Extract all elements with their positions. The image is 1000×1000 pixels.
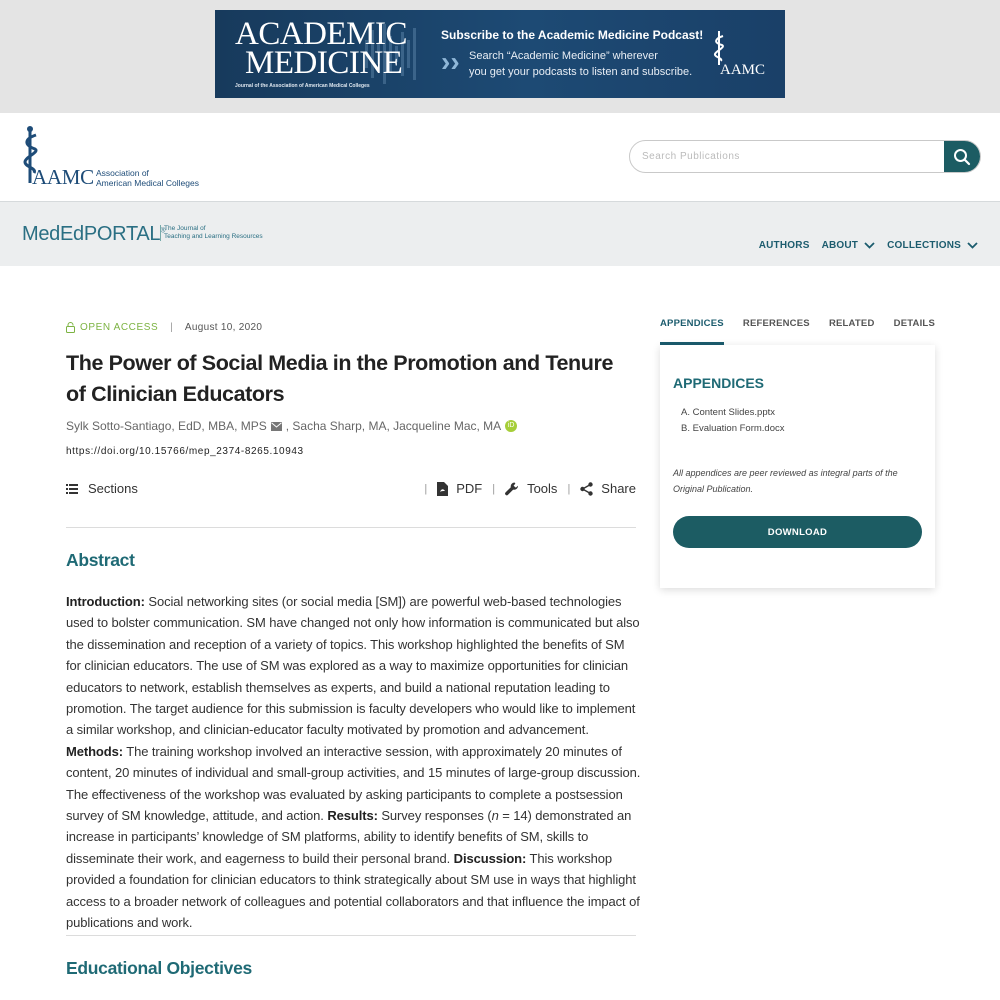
article-toolbar <box>66 481 636 503</box>
panel-title: APPENDICES <box>673 375 765 391</box>
meta-separator: | <box>170 322 173 333</box>
nav-item-about[interactable] <box>822 240 876 251</box>
author-list <box>66 419 517 433</box>
results-text-a: Survey responses ( <box>377 808 492 824</box>
logo-registered-mark: ® <box>160 227 166 235</box>
tab-details[interactable]: DETAILS <box>893 318 935 329</box>
ad-strip <box>0 0 1000 113</box>
ad-aamc-logo-text: AAMC <box>720 62 766 78</box>
ad-headline: Subscribe to the Academic Medicine Podcast! <box>441 28 704 42</box>
tools-button[interactable] <box>505 481 557 496</box>
envelope-icon[interactable] <box>271 422 282 431</box>
pdf-button[interactable] <box>437 481 482 496</box>
doi-link[interactable]: https://doi.org/10.15766/mep_2374-8265.10943 <box>66 446 304 457</box>
toolbar-separator: | <box>567 482 571 495</box>
nav-item-collections[interactable] <box>887 240 978 251</box>
ad-body-line2: you get your podcasts to listen and subscribe. <box>469 66 693 78</box>
search-input[interactable] <box>630 141 946 172</box>
ad-body-line1: Search “Academic Medicine” wherever <box>469 50 658 62</box>
download-button[interactable]: DOWNLOAD <box>673 516 922 548</box>
logo-light-part: PORTAL <box>83 223 161 245</box>
methods-text: The training workshop involved an interactive session, with approximately 20 minutes of content, 20 minutes of individual and small-group activities, and 15 minutes of large-group discussion. The effectiveness of the workshop was evaluated by asking participants to complete a postsession survey of SM knowledge, attitude, and action. <box>66 743 641 824</box>
tab-appendices[interactable]: APPENDICES <box>660 318 724 345</box>
share-icon <box>580 482 593 496</box>
sections-button[interactable] <box>66 481 138 496</box>
peer-review-note: All appendices are peer reviewed as integral parts of the Original Publication. <box>673 468 898 494</box>
divider <box>66 527 636 528</box>
tools-label: Tools <box>527 481 558 496</box>
search-box <box>629 140 981 173</box>
chevron-down-icon <box>864 242 875 249</box>
share-button[interactable] <box>580 481 636 496</box>
discussion-text: This workshop provided a foundation for clinician educators to think strategically about SM use in ways that highlight access to a broader network of colleagues and potential collaborators and that influence the impact of publications and work. <box>66 850 640 931</box>
toolbar-actions <box>414 481 636 496</box>
nav-about-label: ABOUT <box>821 240 859 251</box>
objectives-heading: Educational Objectives <box>66 958 252 978</box>
appendices-panel <box>660 345 935 588</box>
orcid-icon[interactable]: iD <box>505 420 517 432</box>
ad-title-line2: MEDICINE <box>245 45 403 81</box>
pdf-label: PDF <box>456 481 483 496</box>
tab-related[interactable]: RELATED <box>828 318 875 329</box>
abstract-heading: Abstract <box>66 550 135 570</box>
search-button[interactable] <box>944 141 980 172</box>
co-author-links[interactable]: , Sacha Sharp, MA, Jacqueline Mac, MA <box>285 419 502 433</box>
ad-journal-line: Journal of the Association of American Medical Colleges <box>235 83 370 89</box>
sidebar-tabs <box>660 318 935 345</box>
methods-label: Methods: <box>66 743 123 759</box>
toolbar-separator: | <box>424 482 428 495</box>
double-chevron-right-icon: ›› <box>441 46 460 77</box>
mededportal-tagline <box>160 225 263 241</box>
logo-bold-part: MedEd <box>22 223 84 245</box>
journal-navbar <box>0 201 1000 266</box>
aamc-logo-subtitle <box>96 168 199 188</box>
list-icon <box>66 484 78 494</box>
toolbar-separator: | <box>492 482 496 495</box>
intro-label: Introduction: <box>66 594 145 609</box>
search-icon <box>953 148 971 166</box>
divider <box>66 935 636 936</box>
tagline-line2: Teaching and Learning Resources <box>164 233 263 240</box>
appendix-item[interactable]: A. Content Slides.pptx <box>681 407 775 418</box>
aamc-sub-line2: American Medical Colleges <box>96 178 199 188</box>
open-access-label: OPEN ACCESS <box>80 322 159 333</box>
nav-authors-label: AUTHORS <box>758 240 810 251</box>
nav-item-authors[interactable] <box>759 240 810 251</box>
nav-menu <box>759 240 978 251</box>
appendix-list <box>681 405 785 437</box>
open-access-badge <box>66 322 158 333</box>
share-label: Share <box>601 481 636 496</box>
mededportal-logo[interactable] <box>22 223 165 246</box>
tab-references[interactable]: REFERENCES <box>742 318 810 329</box>
wrench-icon <box>505 482 519 496</box>
publication-date: August 10, 2020 <box>184 322 263 333</box>
article-meta <box>66 322 262 333</box>
unlock-icon <box>66 322 75 333</box>
abstract-text <box>66 591 641 934</box>
podcast-ad-banner[interactable] <box>215 10 785 98</box>
nav-collections-label: COLLECTIONS <box>887 240 961 251</box>
aamc-logo-text[interactable]: AAMC <box>32 165 94 189</box>
intro-text: Social networking sites (or social media [SM]) are powerful web-based technologies used to bolster communication. SM have changed not only how information is communicated but also the dissemination and reception of a variety of topics. This workshop highlighted the benefits of SM for clinician educators. The use of SM was explored as a way to maximize opportunities for clinician educators to network, establish themselves as experts, and build a national reputation leading to promotion. The target audience for this submission is faculty developers who would like to implement a similar workshop, and clinician-educator faculty motivated by promotion and advancement. <box>66 594 640 738</box>
ad-title-line1: ACADEMIC <box>235 16 408 52</box>
tagline-line1: The Journal of <box>164 225 206 232</box>
caduceus-icon <box>712 30 726 66</box>
results-label: Results: <box>327 808 378 824</box>
appendix-item[interactable]: B. Evaluation Form.docx <box>681 423 785 434</box>
sections-label: Sections <box>88 481 138 496</box>
article-title: The Power of Social Media in the Promotion and Tenure of Clinician Educators <box>66 351 614 406</box>
site-header <box>0 113 1000 201</box>
results-n: n <box>491 808 499 824</box>
aamc-sub-line1: Association of <box>96 168 149 178</box>
author-link[interactable]: Sylk Sotto-Santiago, EdD, MBA, MPS <box>66 419 267 433</box>
chevron-down-icon <box>967 242 978 249</box>
results-text-b: = 14) demonstrated an increase in participants’ knowledge of SM platforms, ability to identify benefits of SM, skills to disseminate their work, and eagerness to build their personal brand. <box>66 808 632 866</box>
discussion-label: Discussion: <box>453 850 527 866</box>
pdf-file-icon <box>437 482 448 496</box>
